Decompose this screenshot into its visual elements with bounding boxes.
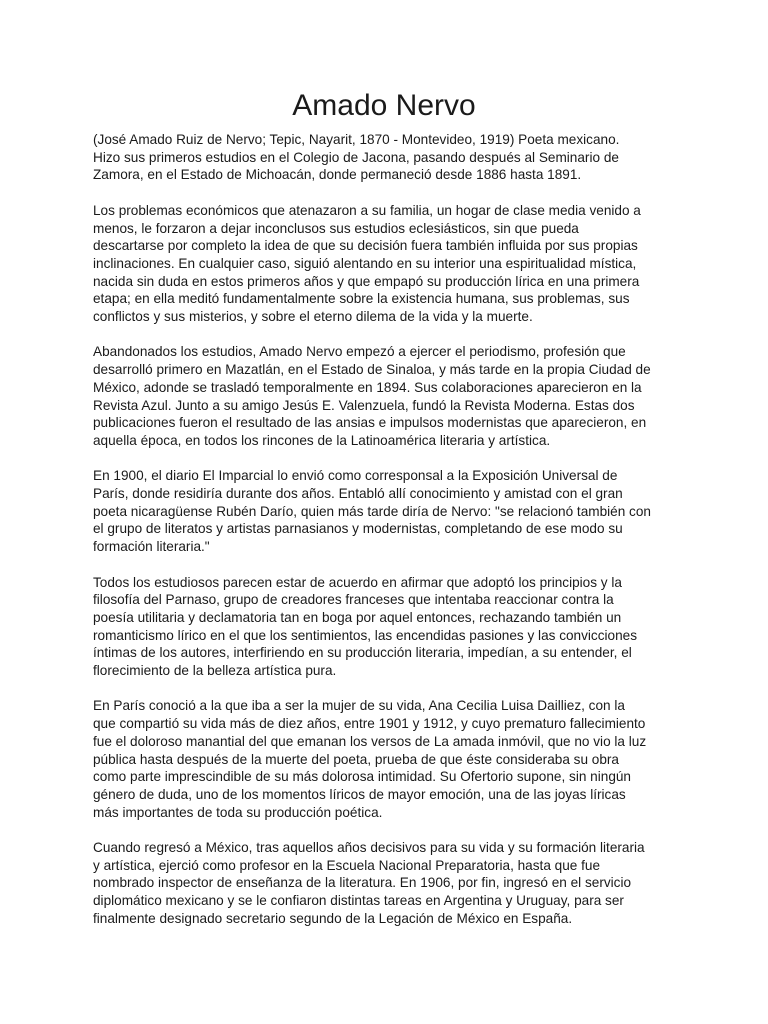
paragraph-3: Abandonados los estudios, Amado Nervo empezó a ejercer el periodismo, profesión que desarrolló primero en Mazatlán, en el Estado de Sinaloa, y más tarde en la propia Ciudad de México, adonde se trasladó temporalmente en 1894. Sus colaboraciones aparecieron en la Revista Azul. Junto a su amigo Jesús E. Valenzuela, fundó la Revista Moderna. Estas dos publicaciones fueron el resultado de las ansias e impulsos modernistas que aparecieron, en aquella época, en todos los rincones de la Latinoamérica literaria y artística. xyxy=(93,344,651,448)
paragraph-7: Cuando regresó a México, tras aquellos años decisivos para su vida y su formación literaria y artística, ejerció como profesor en la Escuela Nacional Preparatoria, hasta que fue nombrado inspector de enseñanza de la literatura. En 1906, por fin, ingresó en el servicio diplomático mexicano y se le confiaron distintas tareas en Argentina y Uruguay, para ser finalmente designado secretario segundo de la Legación de México en España. xyxy=(93,840,645,926)
paragraph-4: En 1900, el diario El Imparcial lo envió como corresponsal a la Exposición Universal de París, donde residiría durante dos años. Entabló allí conocimiento y amistad con el gran poeta nicaragüense Rubén Darío, quien más tarde diría de Nervo: "se relacionó también con el grupo de literatos y artistas parnasianos y modernistas, completando de ese modo su formación literaria." xyxy=(93,468,651,555)
paragraph-5: Todos los estudiosos parecen estar de acuerdo en afirmar que adoptó los principios y la filosofía del Parnaso, grupo de creadores franceses que intentaba reaccionar contra la poesía utilitaria y declamatoria tan en boga por aquel entonces, rechazando también un romanticismo lírico en el que los sentimientos, las encendidas pasiones y las convicciones íntimas de los autores, interfiriendo en su producción literaria, impedían, a su entender, el florecimiento de la belleza artística pura. xyxy=(93,574,638,679)
document-title: Amado Nervo xyxy=(292,89,476,122)
paragraph-1: (José Amado Ruiz de Nervo; Tepic, Nayarit, 1870 - Montevideo, 1919) Poeta mexicano. Hizo sus primeros estudios en el Colegio de Jacona, pasando después al Seminario de Zamora, en el Estado de Michoacán, donde permaneció desde 1886 hasta 1891. xyxy=(93,132,620,183)
paragraph-2: Los problemas económicos que atenazaron a su familia, un hogar de clase media venido a menos, le forzaron a dejar inconclusos sus estudios eclesiásticos, sin que pueda descartarse por completo la idea de que su decisión fuera también influida por sus propias inclinaciones. En cualquier caso, siguió alentando en su interior una espiritualidad mística, nacida sin duda en estos primeros años y que empapó su producción lírica en una primera etapa; en ella meditó fundamentalmente sobre la existencia humana, sus problemas, sus conflictos y sus misterios, y sobre el eterno dilema de la vida y la muerte. xyxy=(93,202,641,325)
document-body xyxy=(93,131,677,945)
paragraph-6: En París conoció a la que iba a ser la mujer de su vida, Ana Cecilia Luisa Dailliez, con la que compartió su vida más de diez años, entre 1901 y 1912, y cuyo prematuro fallecimiento fue el doloroso manantial del que emanan los versos de La amada inmóvil, que no vio la luz pública hasta después de la muerte del poeta, prueba de que éste consideraba su obra como parte imprescindible de su más dolorosa intimidad. Su Ofertorio supone, sin ningún género de duda, uno de los momentos líricos de mayor emoción, una de las joyas líricas más importantes de toda su producción poética. xyxy=(93,698,647,820)
